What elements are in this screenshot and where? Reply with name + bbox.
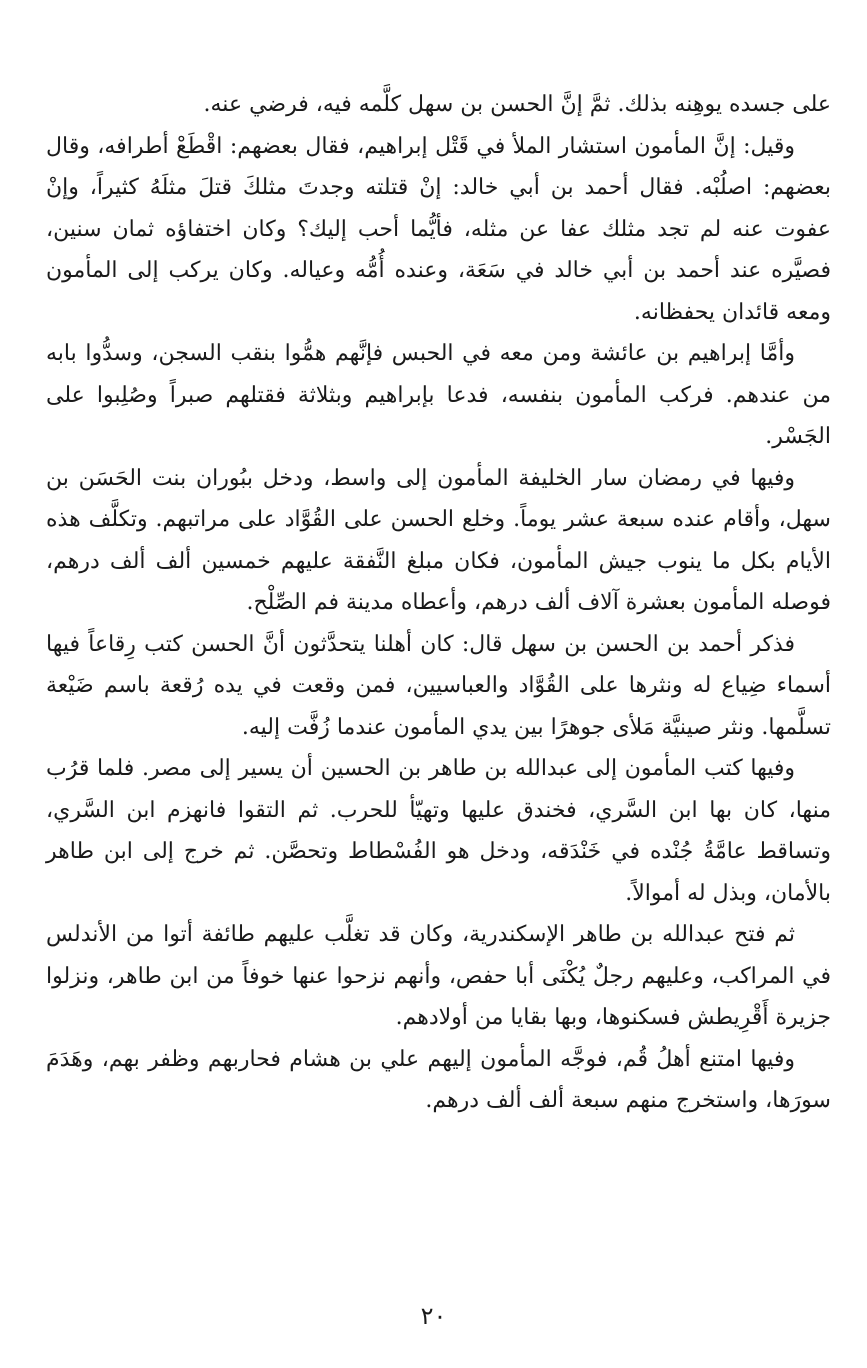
paragraph-6: وفيها كتب المأمون إلى عبدالله بن طاهر بن الحسين أن يسير إلى مصر. فلما قرُب منها، كان بها ابن السَّري، فخندق عليها وتهيّأ للحرب. ثم التقوا فانهزم ابن السَّري، وتساقط عامَّةُ جُنْده في خَنْدَقه، ودخل هو الفُسْطاط وتحصَّن. ثم خرج إلى ابن طاهر بالأمان، وبذل له أموالاً. [46, 756, 831, 906]
body-text [46, 84, 831, 1122]
paragraph-4: وفيها في رمضان سار الخليفة المأمون إلى واسط، ودخل ببُوران بنت الحَسَن بن سهل، وأقام عنده سبعة عشر يوماً. وخلع الحسن على القُوَّاد على مراتبهم. وتكلَّف هذه الأيام بكل ما ينوب جيش المأمون، فكان مبلغ النَّفقة عليهم خمسين ألف ألف درهم، فوصله المأمون بعشرة آلاف ألف درهم، وأعطاه مدينة فم الصِّلْح. [46, 465, 831, 615]
paragraph-2: وقيل: إنَّ المأمون استشار الملأ في قَتْل إبراهيم، فقال بعضهم: اقْطَعْ أطرافه، وقال بعضهم: اصلُبْه. فقال أحمد بن أبي خالد: إنْ قتلته وجدتَ مثلكَ قتلَ مثلَهُ كثيراً، وإنْ عفوت عنه لم تجد مثلك عفا عن مثله، فأيُّما أحب إليك؟ وكان اختفاؤه ثمان سنين، فصيَّره عند أحمد بن أبي خالد في سَعَة، وعنده أُمُّه وعياله. وكان يركب إلى المأمون ومعه قائدان يحفظانه. [46, 133, 831, 325]
paragraph-5: فذكر أحمد بن الحسن بن سهل قال: كان أهلنا يتحدَّثون أنَّ الحسن كتب رِقاعاً فيها أسماء ضِياع له ونثرها على القُوَّاد والعباسيين، فمن وقعت في يده رُقعة باسم ضَيْعة تسلَّمها. ونثر صينيَّة مَلأى جوهرًا بين يدي المأمون عندما زُفَّت إليه. [46, 631, 831, 740]
paragraph-7: ثم فتح عبدالله بن طاهر الإسكندرية، وكان قد تغلَّب عليهم طائفة أتوا من الأندلس في المراكب، وعليهم رجلٌ يُكْنَى أبا حفص، وأنهم نزحوا عنها خوفاً من ابن طاهر، ونزلوا جزيرة أَقْرِيطش فسكنوها، وبها بقايا من أولادهم. [46, 922, 831, 1030]
paragraph-3: وأمَّا إبراهيم بن عائشة ومن معه في الحبس فإنَّهم همُّوا بنقب السجن، وسدُّوا بابه من عندهم. فركب المأمون بنفسه، فدعا بإبراهيم وبثلاثة فقتلهم صبراً وصُلِبوا على الجَسْر. [46, 341, 831, 449]
paragraph-1: على جسده يوهِنه بذلك. ثمَّ إنَّ الحسن بن سهل كلَّمه فيه، فرضي عنه. [203, 92, 831, 117]
page-number: ٢٠ [420, 1302, 447, 1330]
paragraph-8: وفيها امتنع أهلُ قُم، فوجَّه المأمون إليهم علي بن هشام فحاربهم وظفر بهم، وهَدَمَ سورَها، واستخرج منهم سبعة ألف ألف درهم. [46, 1046, 831, 1113]
